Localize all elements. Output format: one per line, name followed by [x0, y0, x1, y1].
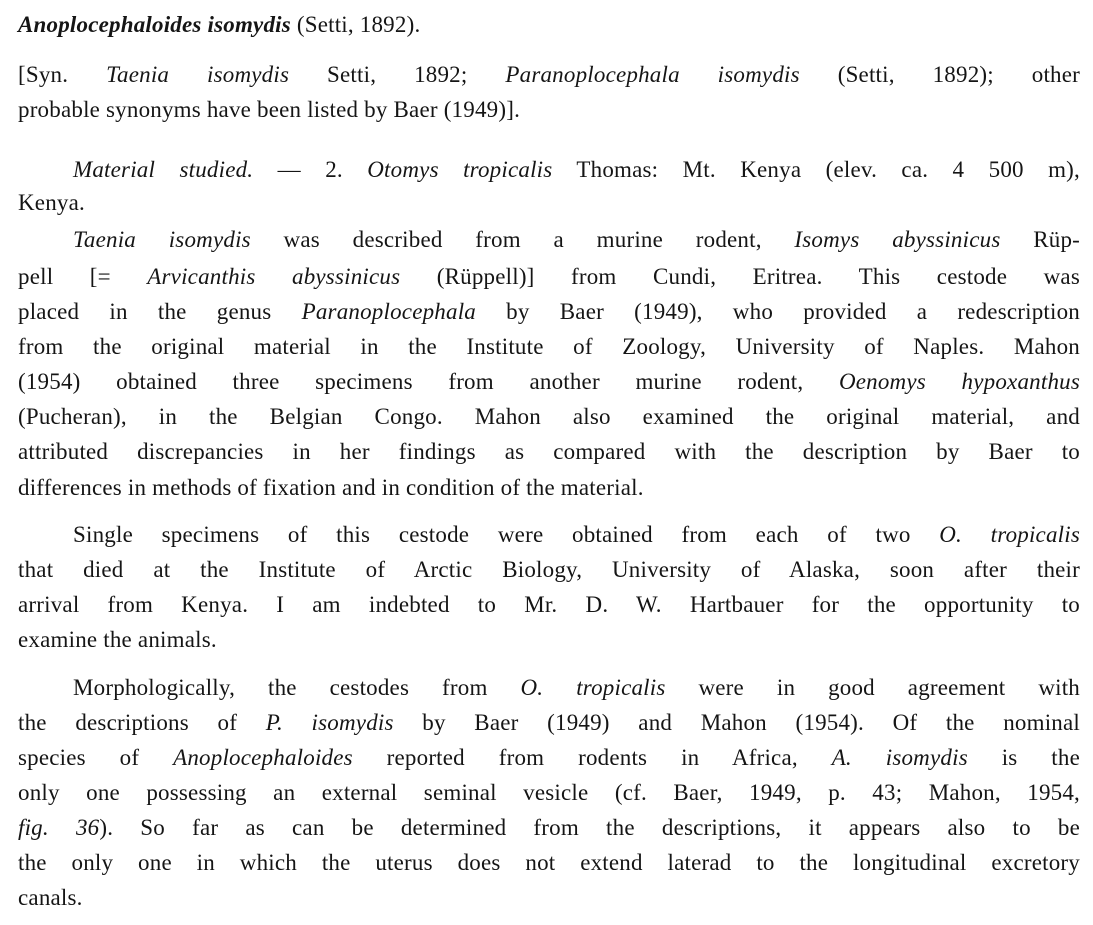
body-text: (Setti, 1892); other — [799, 62, 1081, 87]
body-text: by Baer (1949) and Mahon (1954). Of the nominal — [393, 710, 1080, 735]
italic-taxon-text: Paranoplocephala — [301, 299, 476, 324]
text-line — [18, 437, 1080, 467]
italic-taxon-text: Oenomys hypoxanthus — [838, 369, 1080, 394]
text-line — [18, 883, 1080, 913]
body-text: from the original material in the Institute of Zoology, University of Naples. Mahon — [18, 334, 1080, 359]
text-line — [18, 555, 1080, 585]
body-text: only one possessing an external seminal vesicle (cf. Baer, 1949, p. 43; Mahon, 1954, — [18, 780, 1080, 805]
text-line — [73, 155, 1080, 185]
italic-taxon-text: Taenia isomydis — [106, 62, 290, 87]
text-line — [18, 778, 1080, 808]
body-text: pell [= — [18, 264, 148, 289]
text-line — [18, 813, 1080, 843]
text-line — [73, 225, 1080, 255]
italic-taxon-text: Taenia isomydis — [73, 227, 251, 252]
text-line — [18, 625, 1080, 655]
italic-taxon-text: Paranoplocephala isomydis — [505, 62, 800, 87]
italic-taxon-text: Isomys abyssinicus — [794, 227, 1001, 252]
text-line — [18, 708, 1080, 738]
text-line — [18, 402, 1080, 432]
body-text: the only one in which the uterus does not extend laterad to the longitudinal excretory — [18, 850, 1080, 875]
body-text: Morphologically, the cestodes from — [73, 675, 521, 700]
text-line — [18, 10, 1080, 40]
body-text: the descriptions of — [18, 710, 266, 735]
body-text: species of — [18, 745, 174, 770]
italic-taxon-text: fig. 36 — [18, 815, 100, 840]
body-text: examine the animals. — [18, 627, 217, 652]
body-text: (1954) obtained three specimens from another murine rodent, — [18, 369, 839, 394]
body-text: reported from rodents in Africa, — [352, 745, 832, 770]
body-text: were in good agreement with — [665, 675, 1081, 700]
italic-taxon-text: Arvicanthis abyssinicus — [147, 264, 401, 289]
text-line — [73, 520, 1080, 550]
italic-taxon-text: Otomys tropicalis — [367, 157, 553, 182]
italic-taxon-text: O. tropicalis — [939, 522, 1080, 547]
body-text: Setti, 1892; — [289, 62, 506, 87]
text-line — [18, 188, 1080, 218]
body-text: attributed discrepancies in her findings as compared with the description by Baer to — [18, 439, 1080, 464]
text-line — [18, 590, 1080, 620]
text-line — [18, 95, 1080, 125]
body-text: (Setti, 1892). — [290, 12, 421, 37]
text-line — [18, 743, 1080, 773]
text-line — [18, 848, 1080, 878]
italic-taxon-text: Anoplocephaloides isomydis — [18, 12, 291, 37]
body-text: probable synonyms have been listed by Baer (1949)]. — [18, 97, 521, 122]
body-text: by Baer (1949), who provided a redescription — [476, 299, 1080, 324]
text-line — [18, 297, 1080, 327]
italic-taxon-text: Anoplocephaloides — [173, 745, 353, 770]
italic-taxon-text: Material studied. — [73, 157, 254, 182]
body-text: — 2. — [253, 157, 368, 182]
body-text: differences in methods of fixation and in condition of the material. — [18, 475, 644, 500]
text-line — [18, 262, 1080, 292]
text-line — [73, 673, 1080, 703]
body-text: Thomas: Mt. Kenya (elev. ca. 4 500 m), — [552, 157, 1080, 182]
body-text: placed in the genus — [18, 299, 302, 324]
text-line — [18, 60, 1080, 90]
body-text: (Rüppell)] from Cundi, Eritrea. This cestode was — [400, 264, 1080, 289]
body-text: is the — [967, 745, 1080, 770]
body-text: [Syn. — [18, 62, 107, 87]
body-text: (Pucheran), in the Belgian Congo. Mahon also examined the original material, and — [18, 404, 1080, 429]
body-text: ). So far as can be determined from the descriptions, it appears also to be — [99, 815, 1080, 840]
body-text: arrival from Kenya. I am indebted to Mr. D. W. Hartbauer for the opportunity to — [18, 592, 1080, 617]
body-text: Kenya. — [18, 190, 85, 215]
body-text: Rüp- — [1000, 227, 1080, 252]
body-text: that died at the Institute of Arctic Biology, University of Alaska, soon after their — [18, 557, 1080, 582]
text-line — [18, 332, 1080, 362]
body-text: was described from a murine rodent, — [250, 227, 795, 252]
body-text: Single specimens of this cestode were obtained from each of two — [73, 522, 940, 547]
body-text: canals. — [18, 885, 83, 910]
italic-taxon-text: O. tropicalis — [520, 675, 666, 700]
text-line — [18, 473, 1080, 503]
italic-taxon-text: P. isomydis — [265, 710, 394, 735]
text-line — [18, 367, 1080, 397]
italic-taxon-text: A. isomydis — [831, 745, 968, 770]
